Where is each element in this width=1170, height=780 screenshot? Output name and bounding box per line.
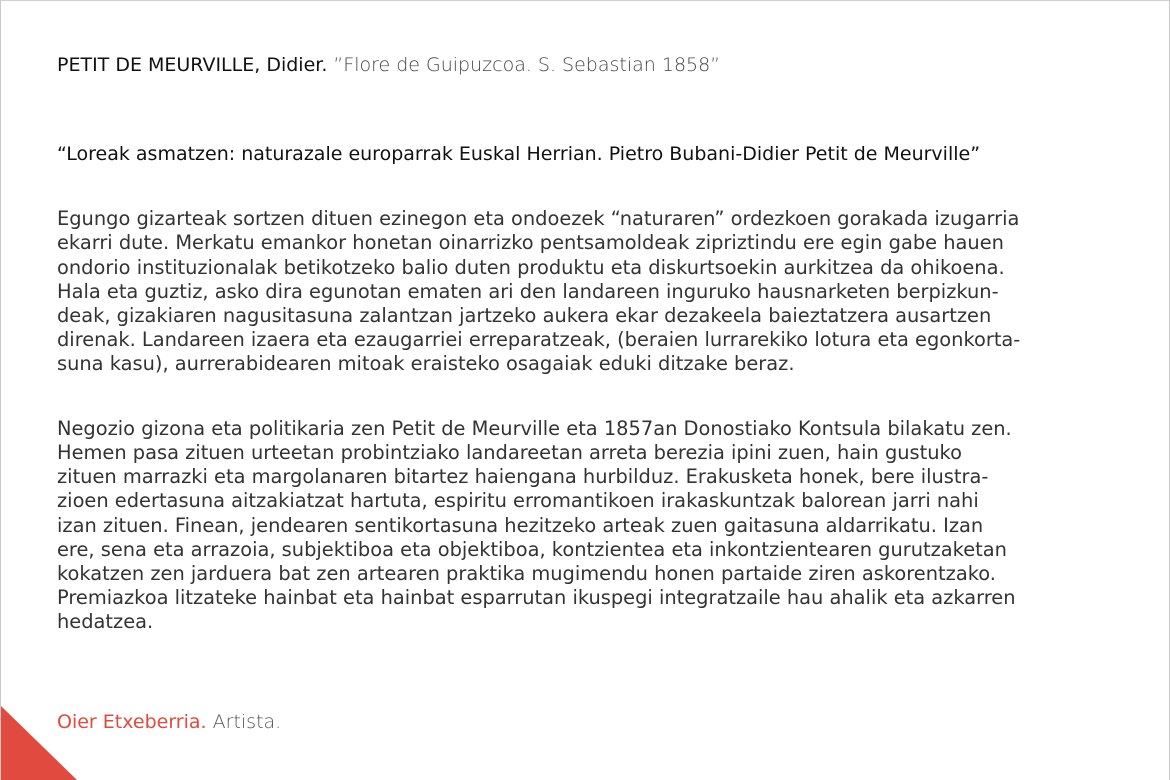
article-title: “Loreak asmatzen: naturazale europarrak Euskal Herrian. Pietro Bubani-Didier Petit de Meurville” bbox=[57, 143, 981, 165]
citation-header bbox=[57, 53, 720, 77]
signature bbox=[57, 710, 281, 734]
text-line: Premiazkoa litzateke hainbat eta hainbat esparrutan ikuspegi integratzaile hau ahalik eta azkarren bbox=[57, 586, 1016, 610]
citation-work: ”Flore de Guipuzcoa. S. Sebastian 1858” bbox=[333, 54, 721, 76]
text-line: zituen marrazki eta margolanaren bitartez haiengana hurbilduz. Erakusketa honek, bere ilustra- bbox=[57, 465, 989, 489]
signature-role: Artista. bbox=[212, 711, 282, 733]
text-line: suna kasu), aurrerabidearen mitoak eraisteko osagaiak eduki ditzake beraz. bbox=[57, 352, 795, 376]
signature-name: Oier Etxeberria. bbox=[57, 711, 207, 733]
text-line: hedatzea. bbox=[57, 610, 154, 634]
corner-triangle-decoration bbox=[1, 706, 77, 780]
text-line: deak, gizakiaren nagusitasuna zalantzan jartzeko aukera ekar dezakeela baieztatzera ausartzen bbox=[57, 304, 992, 328]
text-line: Hala eta guztiz, asko dira egunotan ematen ari den landareen inguruko hausnarketen berpizkun- bbox=[57, 279, 999, 303]
citation-author: PETIT DE MEURVILLE, Didier. bbox=[57, 54, 328, 76]
text-line: ondorio instituzionalak betikotzeko balio duten produktu eta diskurtsoekin aurkitzea da ohikoena. bbox=[57, 255, 1005, 279]
text-line: Egungo gizarteak sortzen dituen ezinegon eta ondoezek “naturaren” ordezkoen gorakada izugarria bbox=[57, 207, 1020, 231]
text-line: direnak. Landareen izaera eta ezaugarriei erreparatzeak, (beraien lurrarekiko lotura eta egonkorta- bbox=[57, 328, 1021, 352]
text-line: zioen edertasuna aitzakiatzat hartuta, espiritu erromantikoen irakaskuntzak balorean jarri nahi bbox=[57, 489, 979, 513]
article-body bbox=[57, 183, 1121, 635]
text-line: Hemen pasa zituen urteetan probintziako landareetan arreta berezia ipini zuen, hain gustuko bbox=[57, 441, 962, 465]
text-line: izan zituen. Finean, jendearen sentikortasuna hezitzeko arteak zuen gaitasuna aldarrikatu. Izan bbox=[57, 513, 984, 537]
text-line: kokatzen zen jarduera bat zen artearen praktika mugimendu honen partaide ziren askorentzako. bbox=[57, 562, 996, 586]
text-line: Negozio gizona eta politikaria zen Petit de Meurville eta 1857an Donostiako Kontsula bilakatu zen. bbox=[57, 416, 1012, 440]
text-line: ere, sena eta arrazoia, subjektiboa eta objektiboa, kontzientea eta inkontzientearen gurutzaketan bbox=[57, 537, 1007, 561]
paragraph bbox=[57, 183, 1121, 377]
paragraph bbox=[57, 393, 1121, 635]
text-line: ekarri dute. Merkatu emankor honetan oinarrizko pentsamoldeak zipriztindu ere egin gabe hauen bbox=[57, 231, 1004, 255]
